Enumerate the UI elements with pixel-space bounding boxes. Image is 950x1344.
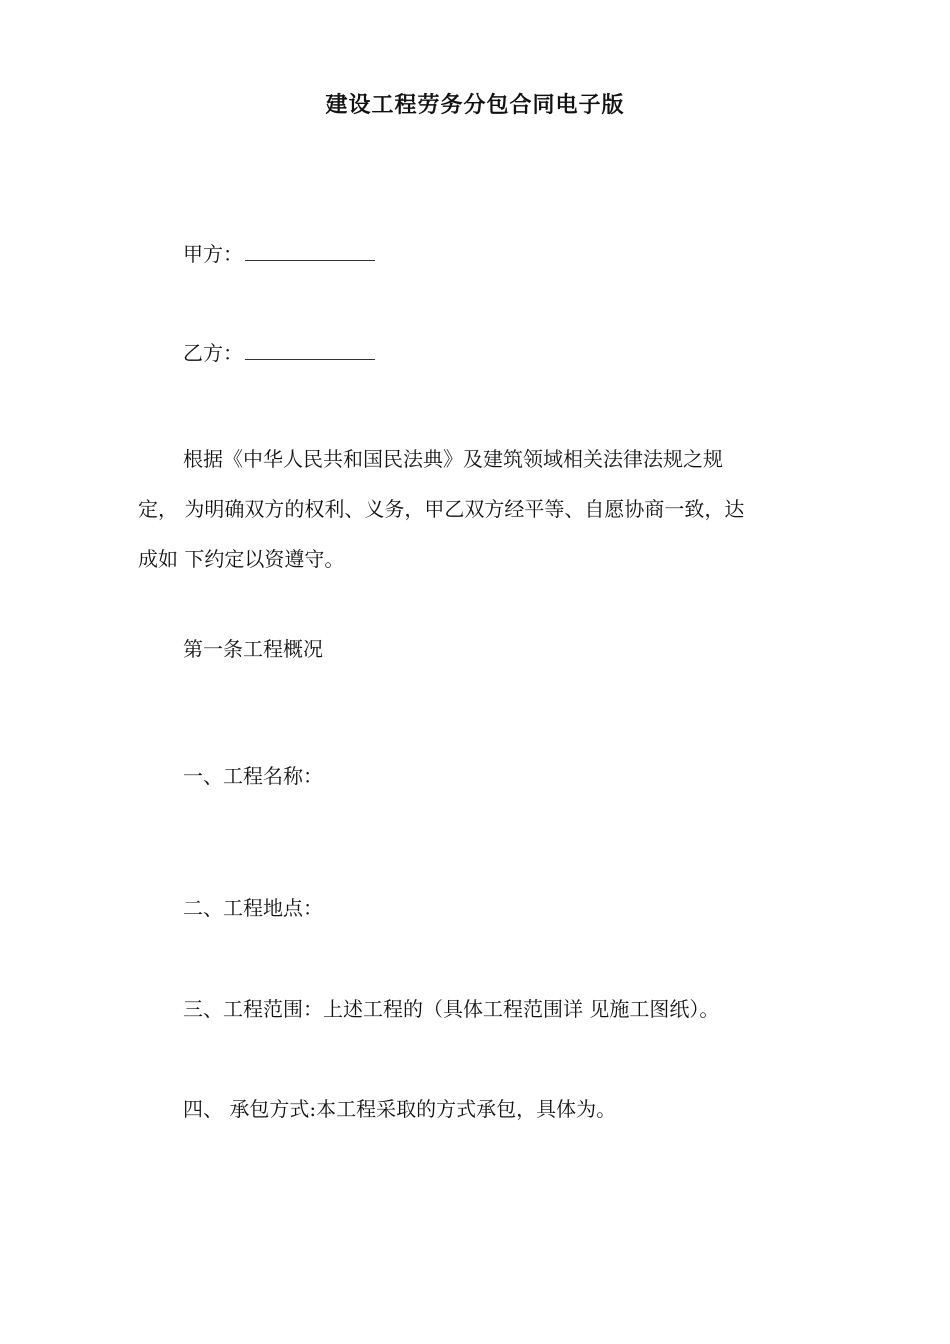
party-a-line xyxy=(183,238,375,269)
preamble-paragraph xyxy=(138,434,828,584)
preamble-line-2: 定， 为明确双方的权利、义务，甲乙双方经平等、自愿协商一致，达 xyxy=(138,497,745,521)
article-1-item-3: 三、工程范围：上述工程的（具体工程范围详 见施工图纸）。 xyxy=(183,997,720,1021)
article-1-item-4: 四、 承包方式:本工程采取的方式承包，具体为。 xyxy=(183,1097,617,1121)
preamble-line-1: 根据《中华人民共和国民法典》及建筑领域相关法律法规之规 xyxy=(183,447,723,471)
preamble-line-3: 成如 下约定以资遵守。 xyxy=(138,547,345,571)
party-b-label: 乙方： xyxy=(183,341,243,365)
party-a-label: 甲方： xyxy=(183,242,243,266)
article-1-item-2: 二、工程地点： xyxy=(183,896,323,920)
party-b-blank xyxy=(245,337,375,360)
article-1-item-1: 一、工程名称： xyxy=(183,764,323,788)
party-a-blank xyxy=(245,238,375,261)
article-1-heading: 第一条工程概况 xyxy=(183,637,323,661)
party-b-line xyxy=(183,337,375,368)
document-title: 建设工程劳务分包合同电子版 xyxy=(325,93,625,118)
